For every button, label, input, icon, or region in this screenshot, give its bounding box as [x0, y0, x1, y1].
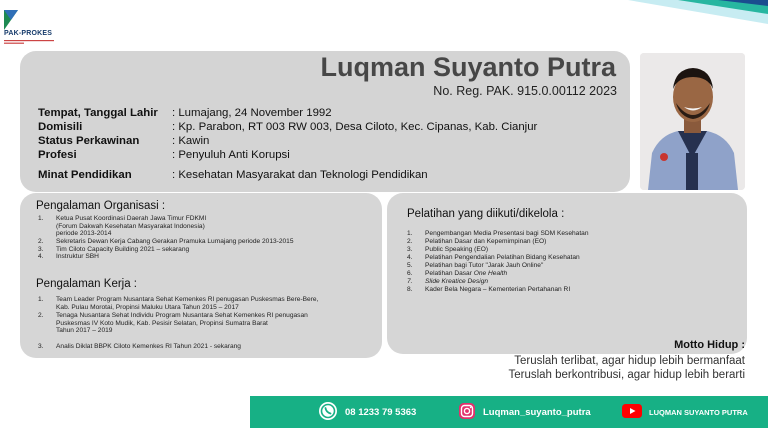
instagram-handle: Luqman_suyanto_putra: [483, 406, 591, 418]
training-title: Pelatihan yang diikuti/dikelola :: [407, 208, 565, 220]
corner-decoration: [568, 0, 768, 30]
value-birth: : Lumajang, 24 November 1992: [172, 107, 332, 119]
pak-prokes-logo-icon: [4, 4, 64, 44]
instagram-contact[interactable]: [458, 396, 591, 428]
youtube-channel: LUQMAN SUYANTO PUTRA: [649, 407, 748, 417]
youtube-icon: [622, 404, 642, 420]
label-profession: Profesi: [38, 149, 77, 161]
value-profession: : Penyuluh Anti Korupsi: [172, 149, 290, 161]
label-birth: Tempat, Tanggal Lahir: [38, 107, 158, 119]
phone-contact[interactable]: [318, 396, 416, 428]
label-interest: Minat Pendidikan: [38, 169, 132, 181]
work-title: Pengalaman Kerja :: [36, 278, 138, 290]
label-domicile: Domisili: [38, 121, 83, 133]
logo-name: PAK-PROKES: [4, 30, 53, 37]
motto-line: Teruslah terlibat, agar hidup lebih bermanfaat: [514, 355, 745, 367]
phone-number: 08 1233 79 5363: [345, 406, 417, 418]
value-domicile: : Kp. Parabon, RT 003 RW 003, Desa Ciloto, Kec. Cipanas, Kab. Cianjur: [172, 121, 538, 133]
motto-title: Motto Hidup :: [674, 339, 745, 351]
logo-tagline: [4, 39, 64, 46]
instagram-icon: [458, 402, 476, 423]
profile-photo: [640, 53, 745, 190]
whatsapp-icon: [318, 401, 338, 424]
organization-title: Pengalaman Organisasi :: [36, 200, 166, 212]
motto-line: Teruslah berkontribusi, agar hidup lebih berarti: [508, 369, 745, 381]
value-interest: : Kesehatan Masyarakat dan Teknologi Pendidikan: [172, 169, 428, 181]
contact-footer: [250, 396, 768, 428]
registration-number: No. Reg. PAK. 915.0.00112 2023: [433, 84, 617, 98]
label-marital: Status Perkawinan: [38, 135, 140, 147]
profile-name: Luqman Suyanto Putra: [320, 52, 616, 82]
youtube-contact[interactable]: [622, 396, 748, 428]
value-marital: : Kawin: [172, 135, 210, 147]
